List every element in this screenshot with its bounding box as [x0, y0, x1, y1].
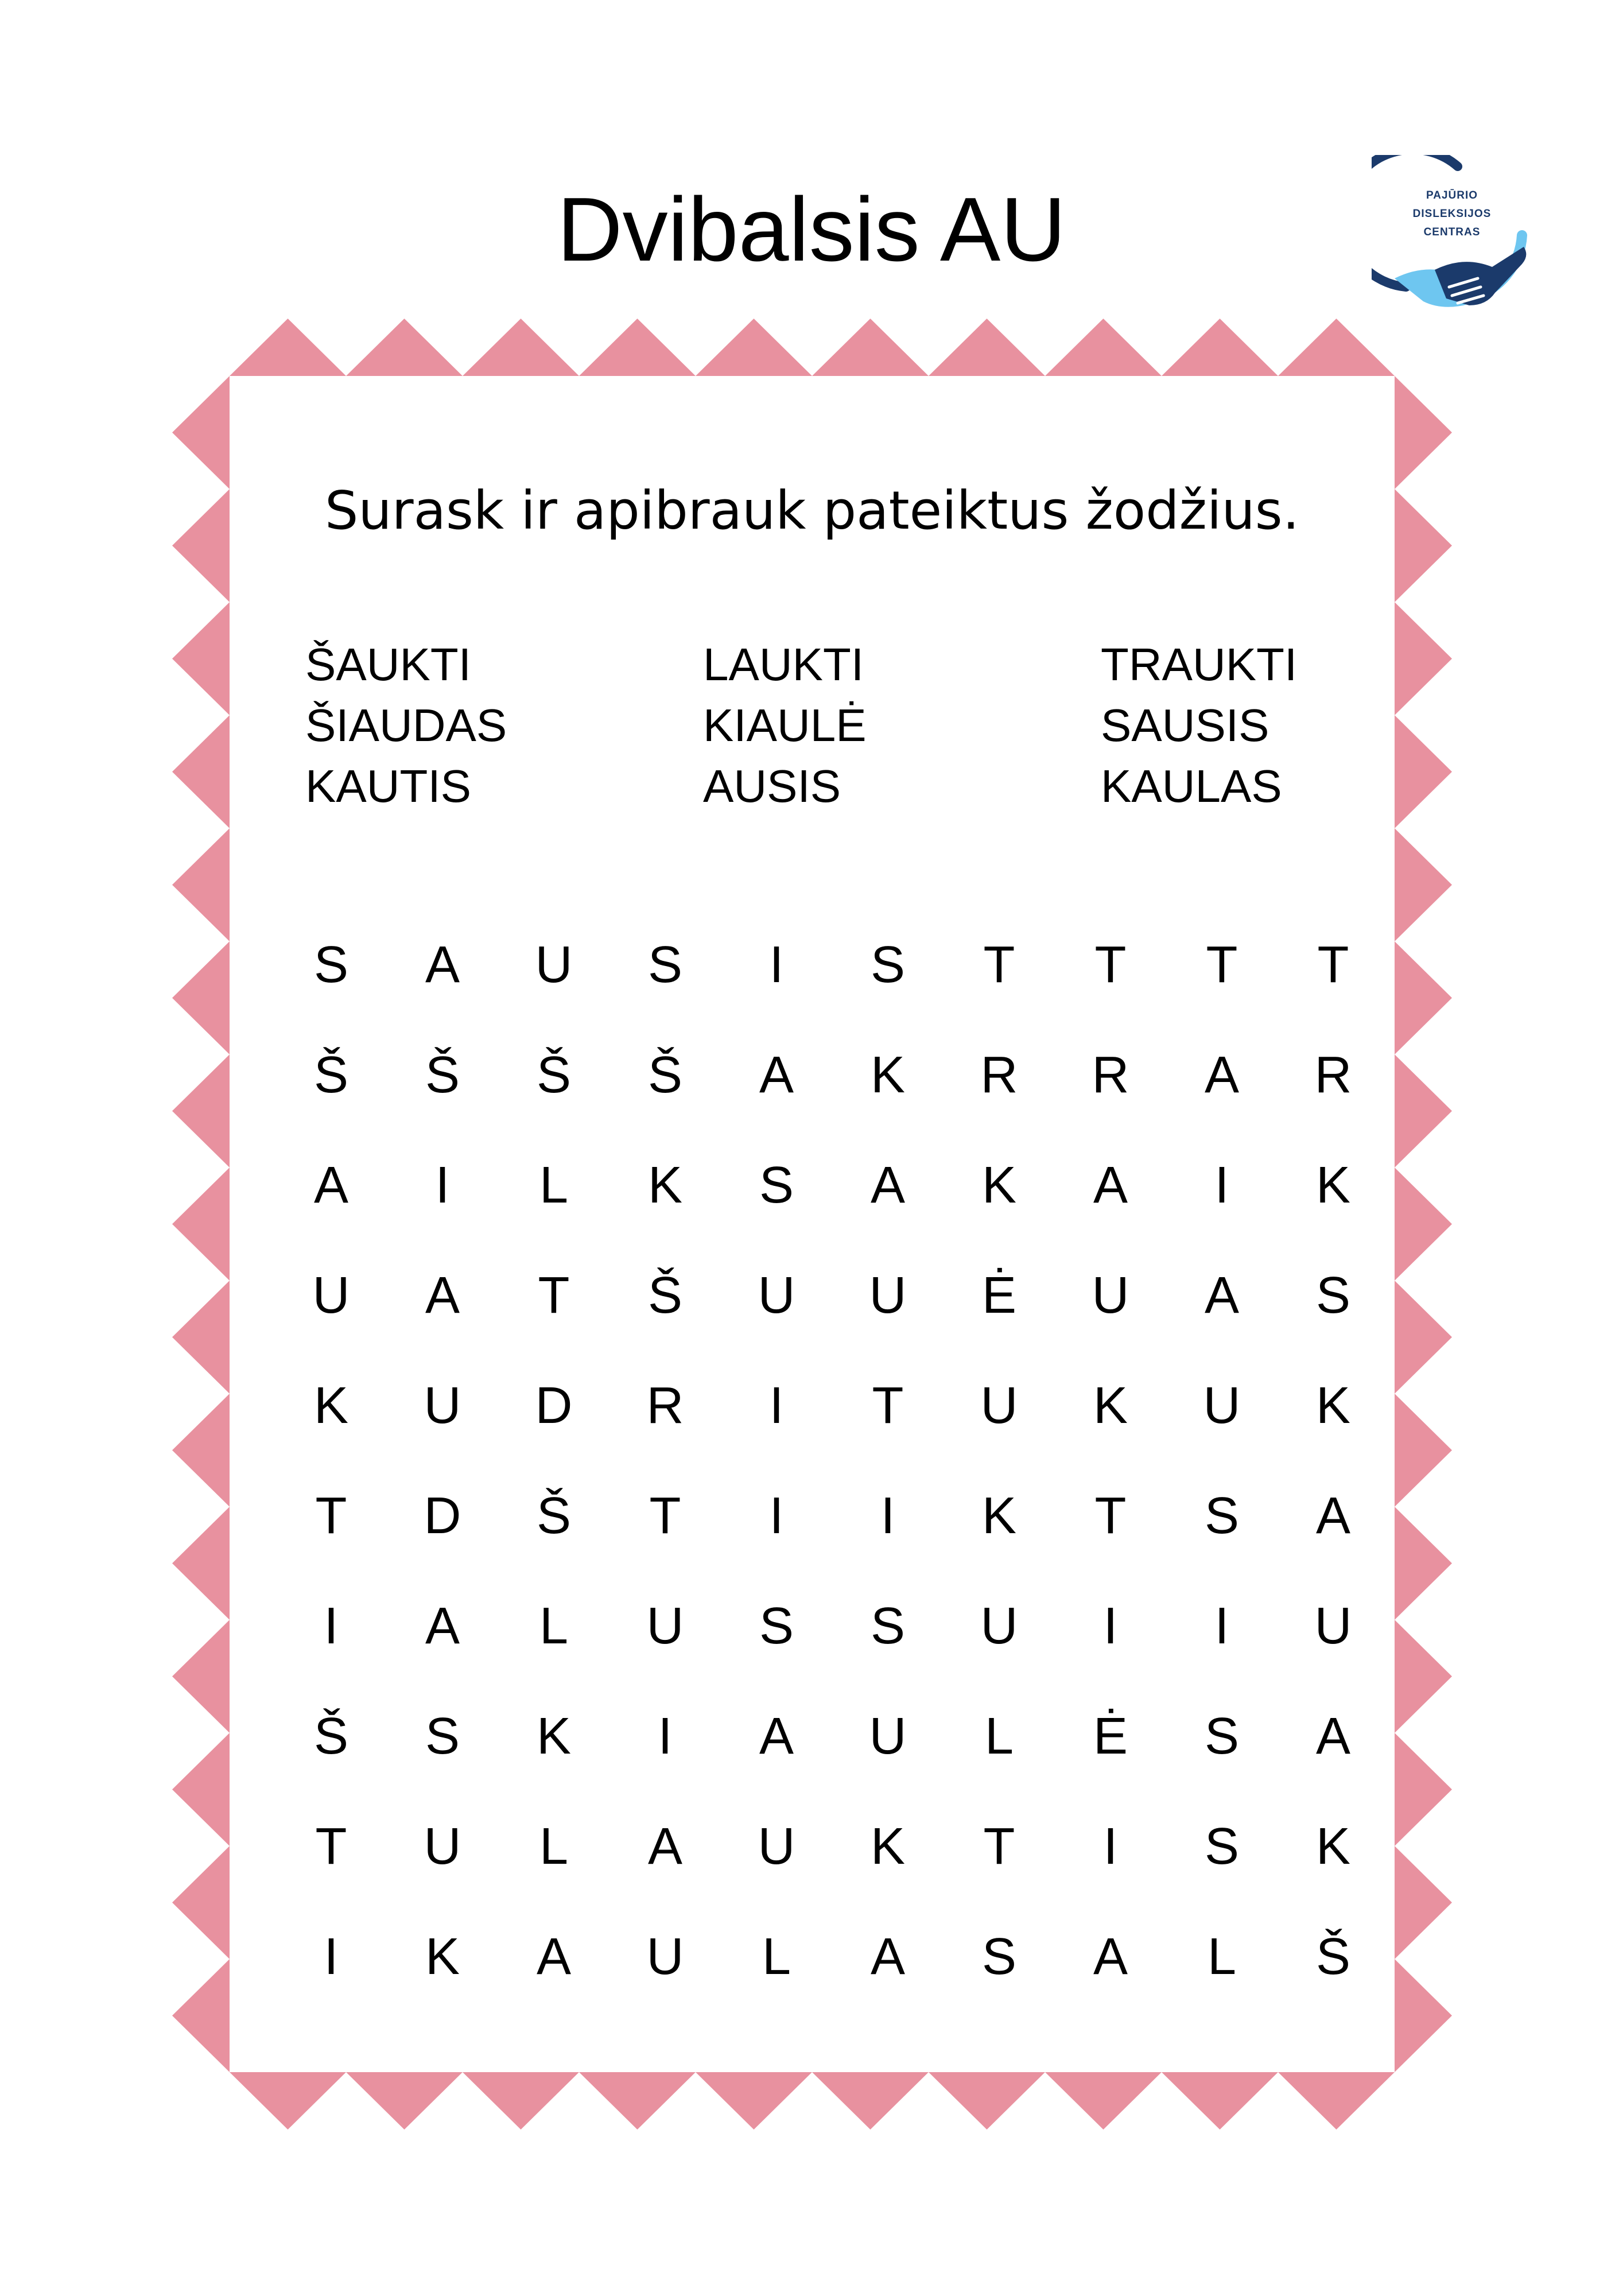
grid-cell: T — [983, 936, 1015, 994]
frame-tooth-left — [172, 941, 230, 1054]
grid-cell: I — [1214, 1157, 1229, 1214]
frame-tooth-left — [172, 602, 230, 715]
frame-tooth-left — [172, 715, 230, 828]
logo-text-line: CENTRAS — [1423, 226, 1481, 238]
grid-cell: L — [539, 1157, 569, 1214]
page-title: Dvibalsis AU — [557, 179, 1066, 280]
frame-tooth-right — [1395, 715, 1452, 828]
grid-cell: K — [870, 1046, 906, 1104]
grid-cell: I — [324, 1928, 339, 1985]
grid-cell: U — [1092, 1267, 1129, 1324]
grid-cell: S — [647, 936, 683, 994]
grid-cell: T — [1094, 1487, 1127, 1545]
word-item: AUSIS — [703, 761, 841, 812]
grid-row — [275, 1240, 1389, 1351]
grid-cell: S — [1204, 1818, 1240, 1875]
grid-cell: U — [424, 1377, 461, 1434]
frame-tooth-left — [172, 1394, 230, 1507]
word-item: TRAUKTI — [1101, 639, 1298, 690]
grid-cell: U — [980, 1597, 1018, 1655]
word-list-column — [703, 634, 867, 817]
grid-cell: A — [536, 1928, 572, 1985]
grid-cell: A — [1204, 1046, 1240, 1104]
word-item: KAUTIS — [305, 761, 471, 812]
frame-tooth-bottom — [230, 2072, 346, 2130]
word-list-column — [305, 634, 507, 817]
frame-tooth-top — [579, 319, 696, 376]
grid-cell: T — [538, 1267, 570, 1324]
frame-tooth-left — [172, 1054, 230, 1168]
grid-cell: K — [981, 1157, 1017, 1214]
frame-tooth-top — [1045, 319, 1162, 376]
grid-cell: R — [980, 1046, 1018, 1104]
grid-cell: Š — [536, 1487, 572, 1545]
frame-tooth-right — [1395, 1959, 1452, 2072]
grid-cell: K — [981, 1487, 1017, 1545]
frame-tooth-top — [1162, 319, 1278, 376]
frame-tooth-left — [172, 1959, 230, 2072]
frame-tooth-bottom — [579, 2072, 696, 2130]
grid-cell: I — [1214, 1597, 1229, 1655]
handshake-logo-icon — [1372, 155, 1561, 327]
grid-cell: S — [870, 1597, 906, 1655]
frame-tooth-right — [1395, 489, 1452, 602]
grid-cell: U — [758, 1267, 795, 1324]
frame-tooth-right — [1395, 1394, 1452, 1507]
frame-tooth-right — [1395, 1507, 1452, 1620]
frame-tooth-bottom — [1162, 2072, 1278, 2130]
grid-row — [275, 1461, 1389, 1571]
grid-cell: U — [1203, 1377, 1241, 1434]
grid-cell: U — [646, 1928, 684, 1985]
frame-tooth-left — [172, 828, 230, 941]
grid-cell: K — [870, 1818, 906, 1875]
word-list-column — [1101, 634, 1297, 817]
grid-cell: R — [1092, 1046, 1129, 1104]
frame-tooth-bottom — [929, 2072, 1045, 2130]
grid-cell: T — [872, 1377, 904, 1434]
frame-tooth-right — [1395, 1054, 1452, 1168]
grid-cell: K — [1093, 1377, 1128, 1434]
frame-tooth-top — [1278, 319, 1395, 376]
grid-cell: U — [758, 1818, 795, 1875]
grid-cell: A — [870, 1928, 906, 1985]
grid-cell: A — [1315, 1487, 1351, 1545]
grid-row — [275, 1791, 1389, 1902]
grid-cell: I — [769, 1487, 784, 1545]
frame-tooth-left — [172, 489, 230, 602]
logo-text-line: PAJŪRIO — [1426, 189, 1478, 201]
grid-cell: A — [1315, 1708, 1351, 1765]
grid-cell: D — [535, 1377, 573, 1434]
grid-cell: K — [1315, 1818, 1351, 1875]
grid-cell: S — [313, 936, 349, 994]
grid-cell: A — [1093, 1928, 1128, 1985]
frame-tooth-right — [1395, 1620, 1452, 1733]
frame-tooth-left — [172, 1507, 230, 1620]
grid-cell: T — [1317, 936, 1349, 994]
word-item: ŠIAUDAS — [305, 700, 507, 751]
frame-tooth-left — [172, 1733, 230, 1846]
grid-cell: I — [658, 1708, 673, 1765]
frame-tooth-bottom — [1045, 2072, 1162, 2130]
grid-cell: Š — [647, 1046, 683, 1104]
grid-cell: K — [647, 1157, 683, 1214]
logo-text-line: DISLEKSIJOS — [1412, 208, 1492, 220]
grid-cell: D — [424, 1487, 461, 1545]
grid-cell: A — [425, 1597, 460, 1655]
grid-row — [275, 1681, 1389, 1791]
grid-cell: U — [980, 1377, 1018, 1434]
frame-tooth-left — [172, 1168, 230, 1281]
grid-cell: L — [762, 1928, 791, 1985]
grid-cell: S — [1204, 1708, 1240, 1765]
grid-cell: U — [424, 1818, 461, 1875]
grid-cell: S — [759, 1157, 794, 1214]
grid-cell: Š — [425, 1046, 460, 1104]
grid-cell: I — [769, 936, 784, 994]
grid-cell: U — [1314, 1597, 1352, 1655]
grid-cell: U — [869, 1267, 907, 1324]
grid-cell: A — [870, 1157, 906, 1214]
word-item: SAUSIS — [1101, 700, 1269, 751]
frame-tooth-right — [1395, 602, 1452, 715]
grid-cell: K — [313, 1377, 349, 1434]
word-item: ŠAUKTI — [305, 639, 471, 690]
grid-row — [275, 910, 1389, 1020]
grid-row — [275, 1351, 1389, 1461]
frame-tooth-right — [1395, 941, 1452, 1054]
grid-cell: S — [1315, 1267, 1351, 1324]
word-item: KIAULĖ — [703, 700, 867, 751]
grid-cell: Š — [313, 1708, 349, 1765]
instruction-text: Surask ir apibrauk pateiktus žodžius. — [325, 480, 1299, 541]
frame-tooth-bottom — [696, 2072, 812, 2130]
frame-tooth-right — [1395, 1733, 1452, 1846]
frame-tooth-right — [1395, 1846, 1452, 1959]
frame-tooth-top — [696, 319, 812, 376]
grid-cell: L — [539, 1818, 569, 1875]
grid-cell: I — [435, 1157, 450, 1214]
grid-cell: T — [983, 1818, 1015, 1875]
grid-cell: T — [315, 1487, 347, 1545]
frame-tooth-bottom — [1278, 2072, 1395, 2130]
grid-row — [275, 1020, 1389, 1130]
grid-cell: A — [313, 1157, 349, 1214]
grid-cell: S — [870, 936, 906, 994]
logo — [1372, 155, 1561, 327]
grid-cell: T — [315, 1818, 347, 1875]
grid-cell: Š — [1315, 1928, 1351, 1985]
frame-tooth-top — [929, 319, 1045, 376]
frame-tooth-right — [1395, 376, 1452, 489]
grid-cell: A — [647, 1818, 683, 1875]
grid-cell: I — [1103, 1818, 1118, 1875]
grid-cell: K — [536, 1708, 572, 1765]
grid-cell: I — [769, 1377, 784, 1434]
frame-tooth-left — [172, 1620, 230, 1733]
frame-tooth-left — [172, 1281, 230, 1394]
grid-cell: I — [880, 1487, 895, 1545]
grid-cell: Ė — [1093, 1708, 1128, 1765]
grid-cell: A — [1204, 1267, 1240, 1324]
grid-cell: L — [984, 1708, 1014, 1765]
frame-tooth-right — [1395, 828, 1452, 941]
grid-cell: L — [539, 1597, 569, 1655]
frame-tooth-bottom — [463, 2072, 579, 2130]
grid-cell: R — [646, 1377, 684, 1434]
grid-cell: Š — [647, 1267, 683, 1324]
grid-cell: A — [759, 1708, 794, 1765]
grid-cell: A — [1093, 1157, 1128, 1214]
grid-row — [275, 1130, 1389, 1240]
frame-tooth-left — [172, 1846, 230, 1959]
grid-cell: U — [535, 936, 573, 994]
frame-tooth-top — [346, 319, 463, 376]
frame-tooth-bottom — [812, 2072, 929, 2130]
frame-tooth-top — [812, 319, 929, 376]
grid-cell: Š — [536, 1046, 572, 1104]
grid-cell: U — [312, 1267, 350, 1324]
frame-tooth-bottom — [346, 2072, 463, 2130]
grid-cell: I — [1103, 1597, 1118, 1655]
grid-cell: U — [869, 1708, 907, 1765]
grid-cell: Ė — [981, 1267, 1017, 1324]
grid-row — [275, 1571, 1389, 1681]
grid-cell: S — [425, 1708, 460, 1765]
grid-cell: A — [425, 1267, 460, 1324]
grid-cell: R — [1314, 1046, 1352, 1104]
frame-tooth-right — [1395, 1168, 1452, 1281]
grid-cell: S — [981, 1928, 1017, 1985]
grid-cell: U — [646, 1597, 684, 1655]
grid-cell: Š — [313, 1046, 349, 1104]
grid-cell: K — [425, 1928, 460, 1985]
frame-tooth-top — [463, 319, 579, 376]
grid-cell: I — [324, 1597, 339, 1655]
grid-cell: S — [1204, 1487, 1240, 1545]
grid-cell: A — [759, 1046, 794, 1104]
frame-tooth-right — [1395, 1281, 1452, 1394]
word-item: LAUKTI — [703, 639, 864, 690]
word-item: KAULAS — [1101, 761, 1282, 812]
grid-row — [275, 1902, 1389, 2012]
grid-cell: T — [1094, 936, 1127, 994]
grid-cell: S — [759, 1597, 794, 1655]
grid-cell: T — [1206, 936, 1238, 994]
frame-tooth-top — [230, 319, 346, 376]
grid-cell: A — [425, 936, 460, 994]
letter-grid — [275, 910, 1389, 2012]
grid-cell: K — [1315, 1157, 1351, 1214]
grid-cell: L — [1207, 1928, 1237, 1985]
grid-cell: K — [1315, 1377, 1351, 1434]
grid-cell: T — [649, 1487, 681, 1545]
frame-tooth-left — [172, 376, 230, 489]
